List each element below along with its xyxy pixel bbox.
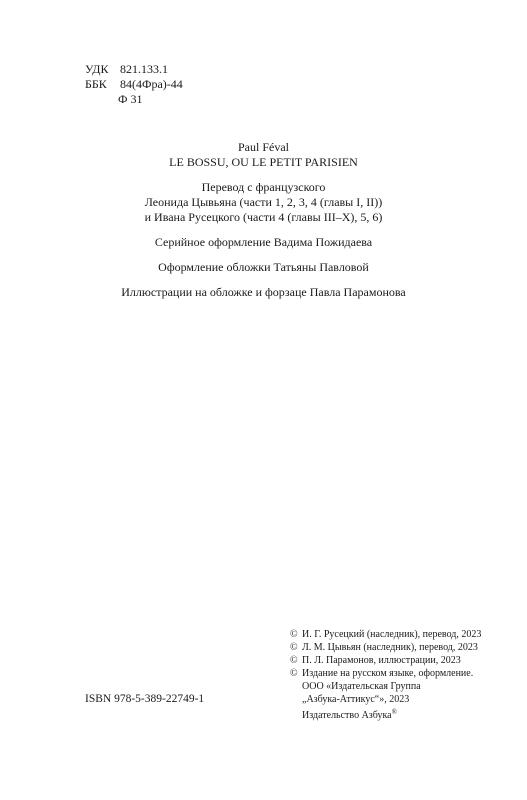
- copyright-line: [290, 654, 481, 667]
- copyright-symbol: ©: [290, 629, 298, 640]
- udk-label: УДК: [85, 62, 109, 76]
- publisher-line-1: ООО «Издательская Группа: [302, 681, 421, 692]
- copyright-text: И. Г. Русецкий (наследник), перевод, 2023: [302, 629, 482, 640]
- publisher-line-2: „Азбука-Аттикус“», 2023: [302, 694, 410, 705]
- registered-mark: ®: [391, 708, 397, 716]
- copyright-symbol: ©: [290, 668, 298, 679]
- isbn: ISBN 978-5-389-22749-1: [85, 693, 205, 705]
- bbk-row: [85, 77, 183, 92]
- catalog-block: [85, 62, 183, 107]
- publisher-line-3: [290, 706, 481, 722]
- original-author: Paul Féval: [238, 140, 289, 154]
- illustrations-credit: [0, 285, 527, 300]
- copyright-text: Издание на русском языке, оформление.: [302, 668, 474, 679]
- illustrations-text: Иллюстрации на обложке и форзаце Павла Парамонова: [121, 285, 406, 299]
- copyright-line: [290, 641, 481, 654]
- copyright-line: [290, 667, 481, 680]
- copyright-text: П. Л. Парамонов, иллюстрации, 2023: [302, 655, 461, 666]
- publisher-name: Издательство Азбука: [302, 710, 392, 721]
- copyright-symbol: ©: [290, 642, 298, 653]
- copyright-block: [290, 628, 481, 722]
- translation-credits: [0, 180, 527, 225]
- translation-line-2: Леонида Цывьяна (части 1, 2, 3, 4 (главы I, II)): [144, 195, 383, 209]
- cover-design-credit: [0, 260, 527, 275]
- udk-value: 821.133.1: [120, 62, 168, 76]
- copyright-symbol: ©: [290, 655, 298, 666]
- author-sign: Ф 31: [118, 92, 143, 106]
- udk-row: [85, 62, 183, 77]
- bbk-label: ББК: [85, 77, 107, 91]
- original-edition-block: [0, 140, 527, 170]
- translation-line-1: Перевод с французского: [201, 180, 326, 194]
- translation-line-3: и Ивана Русецкого (части 4 (главы III–X), 5, 6): [144, 210, 383, 224]
- original-title: LE BOSSU, OU LE PETIT PARISIEN: [169, 155, 358, 169]
- bbk-value: 84(4Фра)-44: [120, 77, 183, 91]
- copyright-line: [290, 628, 481, 641]
- cover-design-text: Оформление обложки Татьяны Павловой: [158, 260, 369, 274]
- series-design-credit: [0, 235, 527, 250]
- series-design-text: Серийное оформление Вадима Пожидаева: [154, 235, 373, 249]
- copyright-text: Л. М. Цывьян (наследник), перевод, 2023: [302, 642, 478, 653]
